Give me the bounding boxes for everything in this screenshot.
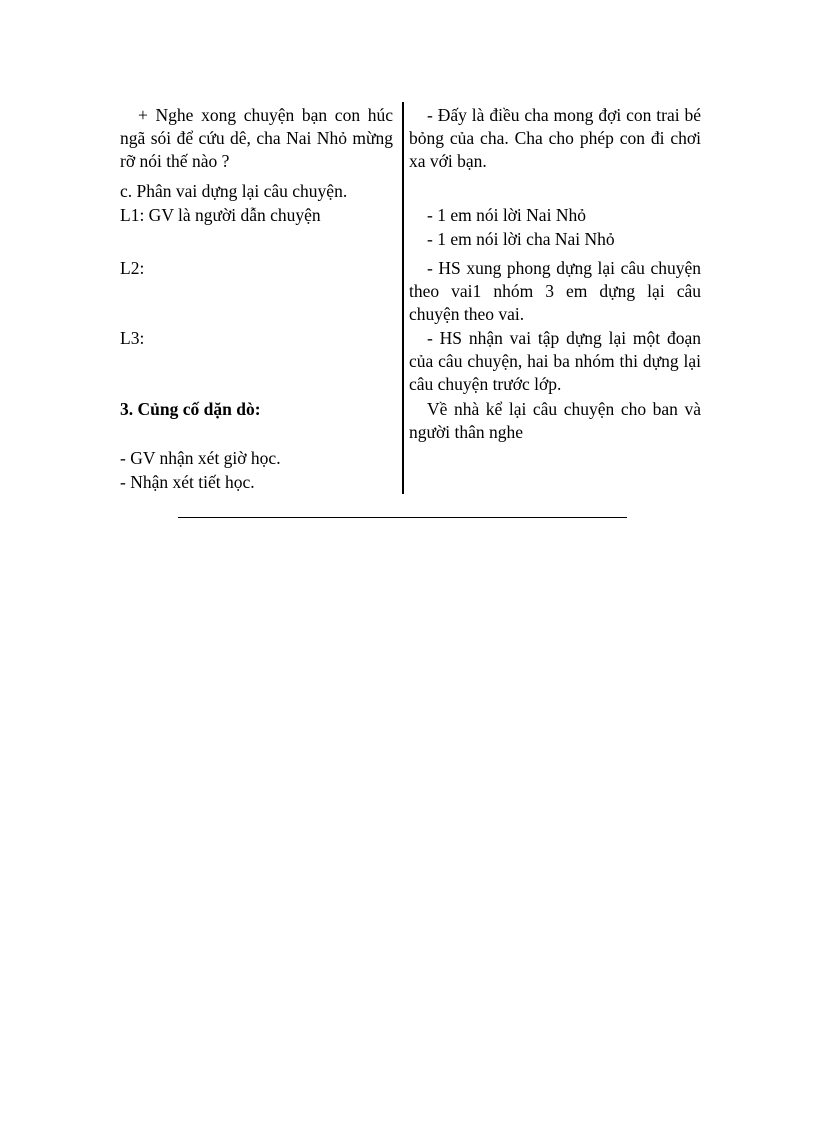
column-divider bbox=[402, 102, 404, 494]
closing-item-2: - Nhận xét tiết học. bbox=[120, 472, 255, 492]
question-paragraph: + Nghe xong chuyện bạn con húc ngã sói để cứu dê, cha Nai Nhỏ mừng rỡ nói thế nào ? bbox=[120, 105, 393, 171]
step-l1: L1: GV là người dẫn chuyện bbox=[120, 205, 321, 225]
section-c-heading: c. Phân vai dựng lại câu chuyện. bbox=[120, 181, 348, 201]
volunteer-paragraph: - HS xung phong dựng lại câu chuyện theo vai1 nhóm 3 em dựng lại câu chuyện theo vai. bbox=[409, 258, 701, 324]
role-line-2: - 1 em nói lời cha Nai Nhỏ bbox=[427, 229, 615, 249]
role-line-1: - 1 em nói lời Nai Nhỏ bbox=[427, 205, 586, 225]
step-l2: L2: bbox=[120, 258, 145, 278]
closing-item-1: - GV nhận xét giờ học. bbox=[120, 448, 281, 468]
homework-paragraph: Về nhà kể lại câu chuyện cho ban và người thân nghe bbox=[409, 399, 701, 442]
group-paragraph: - HS nhận vai tập dựng lại một đoạn của câu chuyện, hai ba nhóm thi dựng lại câu chuyện trước lớp. bbox=[409, 328, 701, 394]
end-rule bbox=[178, 517, 627, 518]
section-3-heading: 3. Củng cố dặn dò: bbox=[120, 399, 261, 419]
answer-paragraph: - Đấy là điều cha mong đợi con trai bé bỏng của cha. Cha cho phép con đi chơi xa với bạn. bbox=[409, 105, 701, 171]
step-l3: L3: bbox=[120, 328, 145, 348]
